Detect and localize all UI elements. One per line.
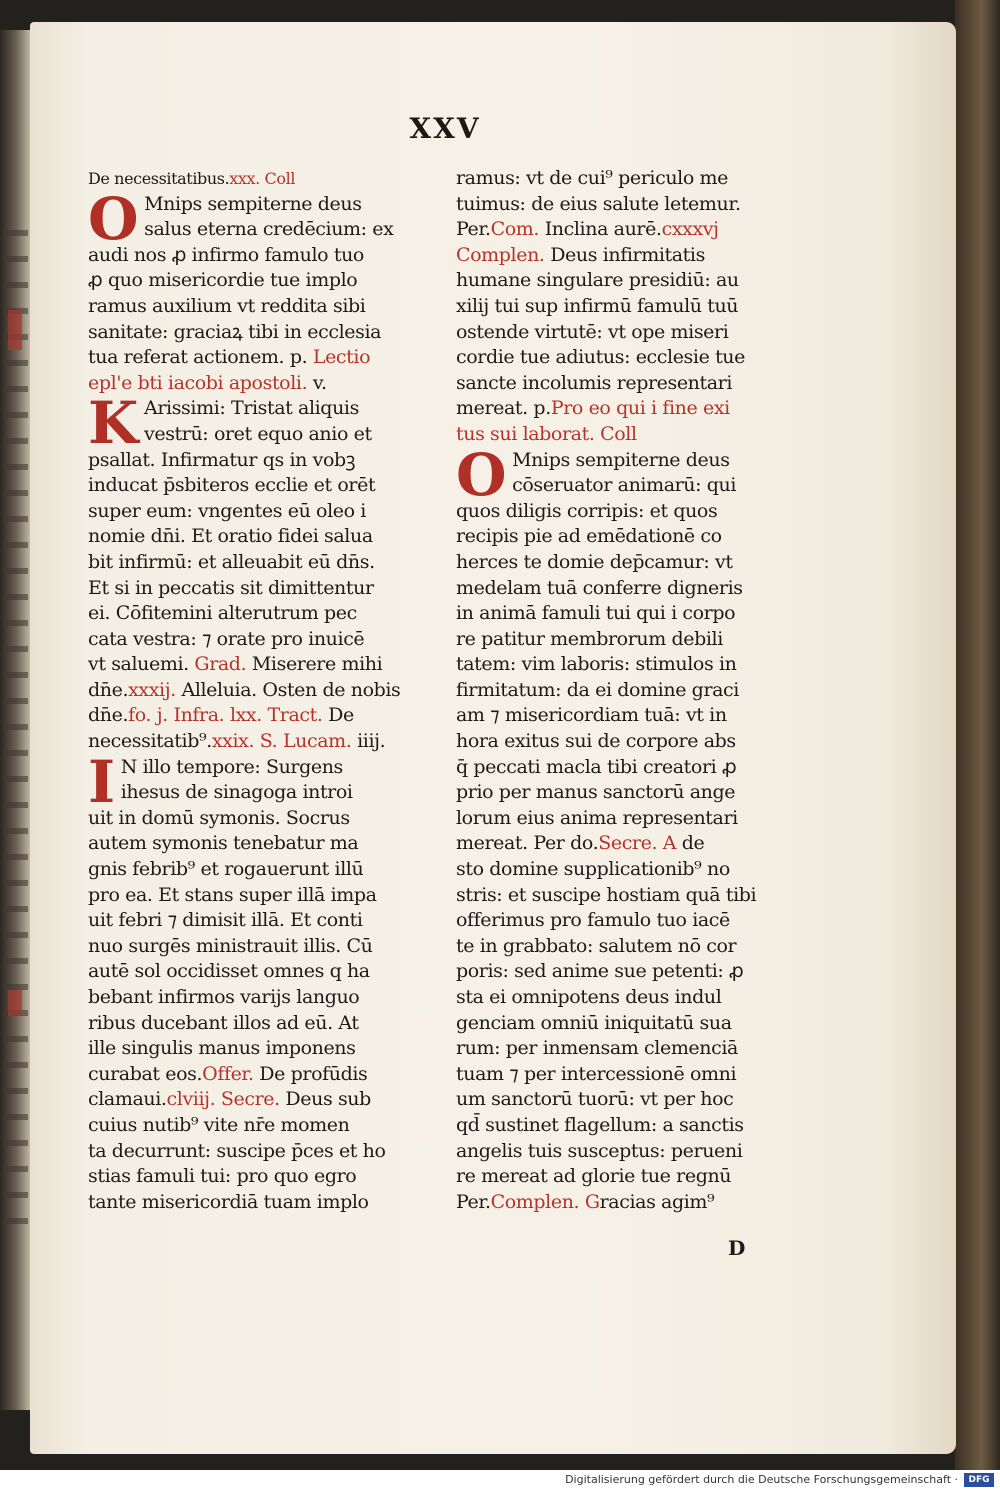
body-text: gnis febrib⁹ et rogauerunt illū <box>88 858 364 881</box>
text-line <box>88 1113 424 1139</box>
rubric-text: fo. j. Infra. lxx. Tract. <box>128 704 323 727</box>
text-line <box>88 1036 424 1062</box>
text-line <box>88 268 424 294</box>
text-line <box>456 755 792 781</box>
folio-number: XXV <box>409 112 481 145</box>
body-text: inducat p̄sbiteros ecclie et orēt <box>88 474 376 497</box>
body-text: genciam omniū iniquitatū sua <box>456 1011 732 1034</box>
text-line <box>456 396 792 422</box>
body-text: Deus sub <box>279 1088 371 1111</box>
text-line <box>456 1011 792 1037</box>
body-text: vt saluemi. <box>88 653 195 676</box>
rubric-text: epl'e bti iacobi apostoli. <box>88 371 308 394</box>
text-line <box>88 1164 424 1190</box>
body-text: Per. <box>456 218 491 241</box>
text-line <box>456 268 792 294</box>
text-line <box>456 422 792 448</box>
body-text: mereat. p. <box>456 397 551 420</box>
body-text: cuius nutib⁹ vite nr̄e momen <box>88 1113 350 1136</box>
body-text: lorum eius anima representari <box>456 806 738 829</box>
text-line <box>88 729 424 755</box>
body-text: nomie dn̄i. Et oratio fidei salua <box>88 525 373 548</box>
body-text: re patitur membrorum debili <box>456 627 723 650</box>
rubric-text: xxx. Coll <box>229 169 296 188</box>
text-line <box>456 320 792 346</box>
body-text: cata vestra: ⁊ orate pro inuicē <box>88 627 365 650</box>
text-line <box>88 959 424 985</box>
body-text: ostende virtutē: vt ope miseri <box>456 320 729 343</box>
body-text: Inclina aurē. <box>539 218 662 241</box>
dfg-logo: DFG <box>964 1473 994 1487</box>
binding-edge <box>955 0 1000 1470</box>
left-text-column <box>88 166 424 1215</box>
body-text: tante misericordiā tuam implo <box>88 1190 369 1213</box>
body-text: stias famuli tui: pro quo egro <box>88 1165 357 1188</box>
footer-bar <box>0 1470 1000 1491</box>
body-text: in animā famuli tui qui i corpo <box>456 602 736 625</box>
body-text: Et si in peccatis sit dimittentur <box>88 576 374 599</box>
right-text-column <box>456 166 792 1215</box>
rubric-text: tus sui laborat. Coll <box>456 422 637 445</box>
rubric-text: clviij. Secre. <box>166 1088 280 1111</box>
body-text: tatem: vim laboris: stimulos in <box>456 653 737 676</box>
body-text: xilij tui sup infirmū famulū tuū <box>456 294 739 317</box>
body-text: sto domine supplicationib⁹ no <box>456 858 730 881</box>
body-text: Per. <box>456 1190 491 1213</box>
rubric-text: Complen. <box>490 1190 580 1213</box>
body-text: De profūdis <box>253 1062 368 1085</box>
text-line <box>456 550 792 576</box>
body-text: Mnips sempiterne deus <box>512 448 730 471</box>
rubric-text: Complen. <box>456 243 545 266</box>
funding-credit: Digitalisierung gefördert durch die Deutsche Forschungsgemeinschaft · <box>565 1473 958 1486</box>
body-text: rum: per inmensam clemenciā <box>456 1037 738 1060</box>
text-line <box>88 243 424 269</box>
text-line <box>88 499 424 525</box>
text-line <box>456 883 792 909</box>
body-text: ramus auxilium vt reddita sibi <box>88 294 366 317</box>
body-text: qd̄ sustinet flagellum: a sanctis <box>456 1113 744 1136</box>
body-text: tua referat actionem. p. <box>88 346 313 369</box>
text-line <box>88 934 424 960</box>
rubric-text: G <box>584 1190 600 1213</box>
text-line <box>456 806 792 832</box>
body-text: uit in domū symonis. Socrus <box>88 806 350 829</box>
rubric-text: xxix. S. Lucam. <box>211 730 352 753</box>
rubric-text: Lectio <box>312 346 371 369</box>
body-text: ei. Cōfitemini alterutrum pec <box>88 602 357 625</box>
text-line <box>456 524 792 550</box>
body-text: sta ei omnipotens deus indul <box>456 986 722 1008</box>
text-line <box>88 601 424 627</box>
text-line <box>456 703 792 729</box>
rubric-text: xxxij. <box>128 678 176 701</box>
text-line <box>456 576 792 602</box>
body-text: re mereat ad glorie tue regnū <box>456 1165 732 1188</box>
rubric-text: Secre. A <box>598 832 677 855</box>
body-text: angelis tuis susceptus: perueni <box>456 1139 743 1162</box>
text-line <box>88 652 424 678</box>
body-text: De <box>322 704 354 727</box>
text-line <box>456 601 792 627</box>
body-text: bebant infirmos varijs languo <box>88 986 360 1008</box>
body-text: clamaui. <box>88 1088 167 1111</box>
text-line <box>456 192 792 218</box>
rubricated-initial: K <box>88 389 139 458</box>
body-text: q̄ peccati macla tibi creatori ꝓ <box>456 755 737 778</box>
text-line <box>456 499 792 525</box>
text-line <box>88 678 424 704</box>
text-line <box>88 1139 424 1165</box>
text-line <box>88 576 424 602</box>
body-text: ihesus de sinagoga introi <box>120 781 353 804</box>
body-text: sanitate: graciaꝝ tibi in ecclesia <box>88 320 382 343</box>
body-text: sancte incolumis representari <box>456 371 733 394</box>
body-text: poris: sed anime sue petenti: ꝓ <box>456 960 744 983</box>
catchword: D <box>728 1236 746 1260</box>
text-line <box>88 473 424 499</box>
body-text: medelam tuā conferre digneris <box>456 576 743 599</box>
body-text: am ⁊ misericordiam tuā: vt in <box>456 704 727 727</box>
body-text: recipis pie ad emēdationē co <box>456 525 722 548</box>
text-line <box>456 345 792 371</box>
body-text: humane singulare presidiū: au <box>456 269 739 292</box>
rubricated-initial: I <box>88 747 115 816</box>
body-text: nuo surgēs ministrauit illis. Cū <box>88 934 373 957</box>
text-line <box>88 1190 424 1216</box>
text-line <box>121 780 424 806</box>
text-line <box>88 831 424 857</box>
body-text: v. <box>307 371 327 394</box>
rubric-text: Grad. <box>194 653 247 676</box>
body-text: necessitatib⁹. <box>88 730 212 753</box>
body-text: cordie tue adiutus: ecclesie tue <box>456 346 745 369</box>
rubric-text: Offer. <box>202 1062 254 1085</box>
previous-page-rubric-fragment <box>8 310 22 350</box>
text-line <box>456 1062 792 1088</box>
text-line <box>88 345 424 371</box>
text-line <box>456 908 792 934</box>
text-line <box>88 883 424 909</box>
body-text: super eum: vngentes eū oleo i <box>88 499 366 522</box>
text-line <box>88 1011 424 1037</box>
text-line <box>456 729 792 755</box>
body-text: hora exitus sui de corpore abs <box>456 730 736 753</box>
body-text: ꝓ quo misericordie tue implo <box>88 269 358 292</box>
text-line <box>456 857 792 883</box>
body-text: De necessitatibus. <box>88 169 230 188</box>
text-line <box>456 217 792 243</box>
text-line <box>456 166 792 192</box>
previous-page-rubric-fragment <box>8 990 22 1016</box>
text-line <box>456 371 792 397</box>
body-text: ribus ducebant illos ad eū. At <box>88 1011 359 1034</box>
body-text: ramus: vt de cui⁹ periculo me <box>456 167 728 189</box>
text-line <box>88 806 424 832</box>
body-text: mereat. Per do. <box>456 832 599 855</box>
body-text: N illo tempore: Surgens <box>120 755 343 778</box>
text-line <box>456 831 792 857</box>
rubric-text: Pro eo qui i fine exi <box>550 397 730 420</box>
body-text: salus eterna credēcium: ex <box>144 218 394 241</box>
body-text: de <box>676 832 705 855</box>
text-line <box>88 550 424 576</box>
body-text: autē sol occidisset omnes q ha <box>88 960 370 983</box>
body-text: vestrū: oret equo anio et <box>144 422 372 445</box>
text-line <box>456 1164 792 1190</box>
text-line <box>88 1062 424 1088</box>
text-line <box>456 294 792 320</box>
text-line <box>456 1139 792 1165</box>
text-line <box>512 473 792 499</box>
text-line <box>88 857 424 883</box>
body-text: stris: et suscipe hostiam quā tibi <box>456 883 757 906</box>
body-text: dn̄e. <box>88 704 129 727</box>
text-line <box>456 1036 792 1062</box>
body-text: Deus infirmitatis <box>544 243 705 266</box>
body-text: ta decurrunt: suscipe p̄ces et ho <box>88 1139 386 1162</box>
body-text: autem symonis tenebatur ma <box>88 832 359 855</box>
body-text: te in grabbato: salutem nō cor <box>456 934 737 957</box>
body-text: prio per manus sanctorū ange <box>456 781 736 804</box>
rubricated-initial: O <box>88 184 139 253</box>
text-line <box>456 959 792 985</box>
body-text: cōseruator animarū: qui <box>512 474 737 497</box>
text-line <box>88 166 424 192</box>
text-line <box>456 1087 792 1113</box>
body-text: psallat. Infirmatur qs in vobꝫ <box>88 448 356 471</box>
text-line <box>456 243 792 269</box>
text-line <box>456 1113 792 1139</box>
text-line <box>456 1190 792 1216</box>
text-line <box>456 678 792 704</box>
text-line <box>456 652 792 678</box>
body-text: audi nos ꝓ infirmo famulo tuo <box>88 243 364 266</box>
rubricated-initial: O <box>456 440 507 509</box>
body-text: Miserere mihi <box>246 653 383 676</box>
body-text: uit febri ⁊ dimisit illā. Et conti <box>88 909 363 932</box>
text-line <box>88 1087 424 1113</box>
previous-page-text-fragment <box>6 230 28 1230</box>
text-line <box>88 908 424 934</box>
body-text: iiij. <box>351 730 386 753</box>
body-text: bit infirmū: et alleuabit eū dn̄s. <box>88 550 375 573</box>
text-line <box>88 320 424 346</box>
text-line <box>144 422 424 448</box>
body-text: Arissimi: Tristat aliquis <box>144 397 359 420</box>
text-line <box>144 217 424 243</box>
body-text: firmitatum: da ei domine graci <box>456 678 739 701</box>
body-text: herces te domie dep̄camur: vt <box>456 550 733 573</box>
rubric-text: Com. <box>490 218 540 241</box>
text-line <box>88 448 424 474</box>
body-text: quos diligis corripis: et quos <box>456 499 718 522</box>
body-text: curabat eos. <box>88 1062 203 1085</box>
text-line <box>88 524 424 550</box>
text-line <box>456 780 792 806</box>
text-line <box>88 371 424 397</box>
body-text: dn̄e. <box>88 678 129 701</box>
text-line <box>88 627 424 653</box>
text-line <box>88 985 424 1011</box>
body-text: ille singulis manus imponens <box>88 1037 356 1060</box>
text-line <box>88 294 424 320</box>
body-text: tuimus: de eius salute letemur. <box>456 192 741 215</box>
rubric-text: cxxxvj <box>661 218 719 241</box>
text-line <box>88 703 424 729</box>
text-line <box>456 985 792 1011</box>
body-text: tuam ⁊ per intercessionē omni <box>456 1062 737 1085</box>
body-text: Mnips sempiterne deus <box>144 192 362 215</box>
body-text: offerimus pro famulo tuo iacē <box>456 909 730 932</box>
text-line <box>456 627 792 653</box>
body-text: Alleluia. Osten de nobis <box>175 678 401 701</box>
body-text: racias agim⁹ <box>599 1190 715 1213</box>
text-line <box>456 934 792 960</box>
body-text: pro ea. Et stans super illā impa <box>88 883 377 906</box>
body-text: um sanctorū tuorū: vt per hoc <box>456 1088 734 1111</box>
